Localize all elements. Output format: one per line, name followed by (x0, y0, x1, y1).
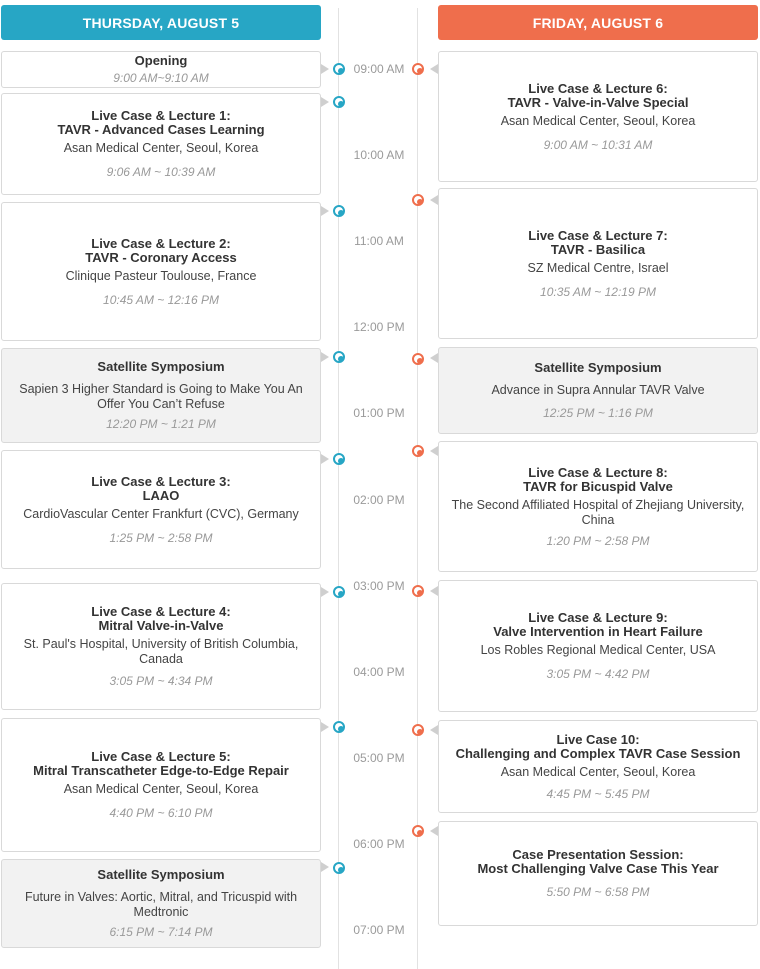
session-title: Case Presentation Session: (512, 847, 684, 862)
session-subtitle: TAVR - Valve-in-Valve Special (507, 94, 689, 110)
session-time: 10:35 AM ~ 12:19 PM (540, 284, 656, 299)
time-label: 09:00 AM (353, 62, 405, 76)
session-time: 10:45 AM ~ 12:16 PM (103, 292, 219, 307)
session-venue: Clinique Pasteur Toulouse, France (65, 268, 257, 283)
timeline-dot-teal-icon (333, 586, 345, 598)
time-label: 11:00 AM (354, 234, 404, 248)
timeline-dot-orange-icon (412, 585, 424, 597)
session-title: Opening (134, 53, 188, 68)
session-subtitle: Most Challenging Valve Case This Year (477, 861, 719, 876)
session-venue: Asan Medical Center, Seoul, Korea (500, 113, 696, 128)
card-pointer-icon (321, 587, 329, 597)
session-venue: SZ Medical Centre, Israel (527, 260, 669, 275)
session-time: 9:00 AM~9:10 AM (113, 71, 209, 85)
card-pointer-icon (321, 97, 329, 107)
session-time: 3:05 PM ~ 4:34 PM (109, 674, 213, 688)
session-subtitle: Challenging and Complex TAVR Case Session (455, 745, 741, 761)
session-card-live-case-3[interactable] (1, 450, 321, 569)
timeline-dot-orange-icon (412, 353, 424, 365)
session-subtitle: TAVR - Advanced Cases Learning (57, 122, 265, 137)
session-title: Live Case 10: (556, 731, 640, 747)
card-pointer-icon (321, 352, 329, 362)
card-pointer-icon (321, 64, 329, 74)
session-subtitle: TAVR for Bicuspid Valve (523, 478, 673, 494)
time-label: 07:00 PM (353, 923, 405, 937)
session-card-live-case-7[interactable] (438, 188, 758, 339)
session-card-satellite-symposium[interactable] (1, 348, 321, 443)
session-time: 9:00 AM ~ 10:31 AM (543, 137, 653, 152)
timeline-dot-teal-icon (333, 351, 345, 363)
timeline-dot-orange-icon (412, 445, 424, 457)
timeline-line-thursday (338, 8, 339, 969)
session-card-live-case-1[interactable] (1, 93, 321, 195)
timeline-dot-teal-icon (333, 862, 345, 874)
session-time: 6:15 PM ~ 7:14 PM (109, 925, 213, 939)
session-venue: Advance in Supra Annular TAVR Valve (491, 383, 705, 397)
session-venue: CardioVascular Center Frankfurt (CVC), Germany (23, 506, 299, 521)
session-title: Satellite Symposium (97, 359, 225, 374)
session-venue: Future in Valves: Aortic, Mitral, and Tricuspid with Medtronic (24, 890, 298, 919)
session-venue: The Second Affiliated Hospital of Zhejiang University, China (451, 497, 745, 527)
card-pointer-icon (321, 862, 329, 872)
session-title: Live Case & Lecture 3: (91, 473, 231, 489)
time-label: 06:00 PM (353, 837, 405, 851)
session-card-case-presentation[interactable] (438, 821, 758, 926)
session-card-live-case-4[interactable] (1, 583, 321, 710)
session-title: Live Case & Lecture 7: (528, 227, 668, 243)
session-title: Satellite Symposium (97, 867, 225, 882)
session-card-live-case-6[interactable] (438, 51, 758, 182)
timeline-dot-teal-icon (333, 205, 345, 217)
timeline-dot-orange-icon (412, 825, 424, 837)
time-label: 05:00 PM (353, 751, 405, 765)
time-label: 03:00 PM (353, 579, 405, 593)
card-pointer-icon (321, 206, 329, 216)
session-card-live-case-9[interactable] (438, 580, 758, 712)
session-title: Satellite Symposium (534, 360, 662, 375)
timeline-dot-orange-icon (412, 63, 424, 75)
timeline-dot-orange-icon (412, 194, 424, 206)
time-label: 04:00 PM (353, 665, 405, 679)
timeline-dot-teal-icon (333, 721, 345, 733)
session-card-live-case-8[interactable] (438, 441, 758, 572)
card-pointer-icon (430, 725, 438, 735)
session-time: 5:50 PM ~ 6:58 PM (546, 885, 650, 899)
session-title: Live Case & Lecture 5: (91, 749, 231, 764)
day-header-thursday[interactable]: THURSDAY, AUGUST 5 (1, 5, 321, 40)
timeline-dot-teal-icon (333, 63, 345, 75)
card-pointer-icon (430, 195, 438, 205)
session-time: 4:40 PM ~ 6:10 PM (109, 806, 213, 820)
session-subtitle: Mitral Valve-in-Valve (98, 618, 224, 633)
timeline-dot-teal-icon (333, 96, 345, 108)
time-label: 10:00 AM (353, 148, 405, 162)
card-pointer-icon (430, 826, 438, 836)
card-pointer-icon (430, 586, 438, 596)
session-venue: St. Paul's Hospital, University of British Columbia, Canada (23, 637, 299, 666)
session-venue: Los Robles Regional Medical Center, USA (480, 643, 716, 657)
session-title: Live Case & Lecture 1: (91, 108, 231, 123)
card-pointer-icon (430, 64, 438, 74)
time-label: 12:00 PM (353, 320, 405, 334)
session-subtitle: Valve Intervention in Heart Failure (493, 624, 703, 639)
session-card-satellite-symposium[interactable] (438, 347, 758, 434)
session-venue: Asan Medical Center, Seoul, Korea (500, 764, 696, 779)
session-subtitle: TAVR - Basilica (550, 241, 646, 257)
session-title: Live Case & Lecture 2: (91, 235, 231, 251)
session-time: 9:06 AM ~ 10:39 AM (106, 165, 216, 179)
session-card-live-case-5[interactable] (1, 718, 321, 852)
card-pointer-icon (321, 454, 329, 464)
day-header-friday[interactable]: FRIDAY, AUGUST 6 (438, 5, 758, 40)
session-venue: Asan Medical Center, Seoul, Korea (63, 141, 259, 155)
session-venue: Sapien 3 Higher Standard is Going to Make You An Offer You Can’t Refuse (19, 382, 303, 411)
card-pointer-icon (321, 722, 329, 732)
session-subtitle: TAVR - Coronary Access (85, 249, 237, 265)
session-title: Live Case & Lecture 6: (528, 80, 668, 96)
session-card-opening[interactable] (1, 51, 321, 88)
session-card-live-case-10[interactable] (438, 720, 758, 813)
session-time: 12:25 PM ~ 1:16 PM (543, 406, 653, 420)
session-time: 12:20 PM ~ 1:21 PM (106, 417, 216, 431)
session-title: Live Case & Lecture 8: (528, 464, 668, 480)
session-time: 1:20 PM ~ 2:58 PM (546, 533, 650, 548)
timeline-dot-teal-icon (333, 453, 345, 465)
card-pointer-icon (430, 446, 438, 456)
session-card-satellite-symposium[interactable] (1, 859, 321, 948)
time-label: 02:00 PM (353, 493, 405, 507)
session-subtitle: Mitral Transcatheter Edge-to-Edge Repair (33, 763, 289, 778)
session-title: Live Case & Lecture 9: (528, 610, 668, 625)
time-label: 01:00 PM (353, 406, 405, 420)
session-time: 1:25 PM ~ 2:58 PM (109, 530, 213, 545)
card-pointer-icon (430, 353, 438, 363)
session-card-live-case-2[interactable] (1, 202, 321, 341)
session-title: Live Case & Lecture 4: (91, 604, 231, 619)
timeline-dot-orange-icon (412, 724, 424, 736)
session-time: 3:05 PM ~ 4:42 PM (546, 667, 650, 681)
session-subtitle: LAAO (142, 487, 180, 503)
session-venue: Asan Medical Center, Seoul, Korea (63, 782, 259, 796)
session-time: 4:45 PM ~ 5:45 PM (546, 786, 650, 801)
